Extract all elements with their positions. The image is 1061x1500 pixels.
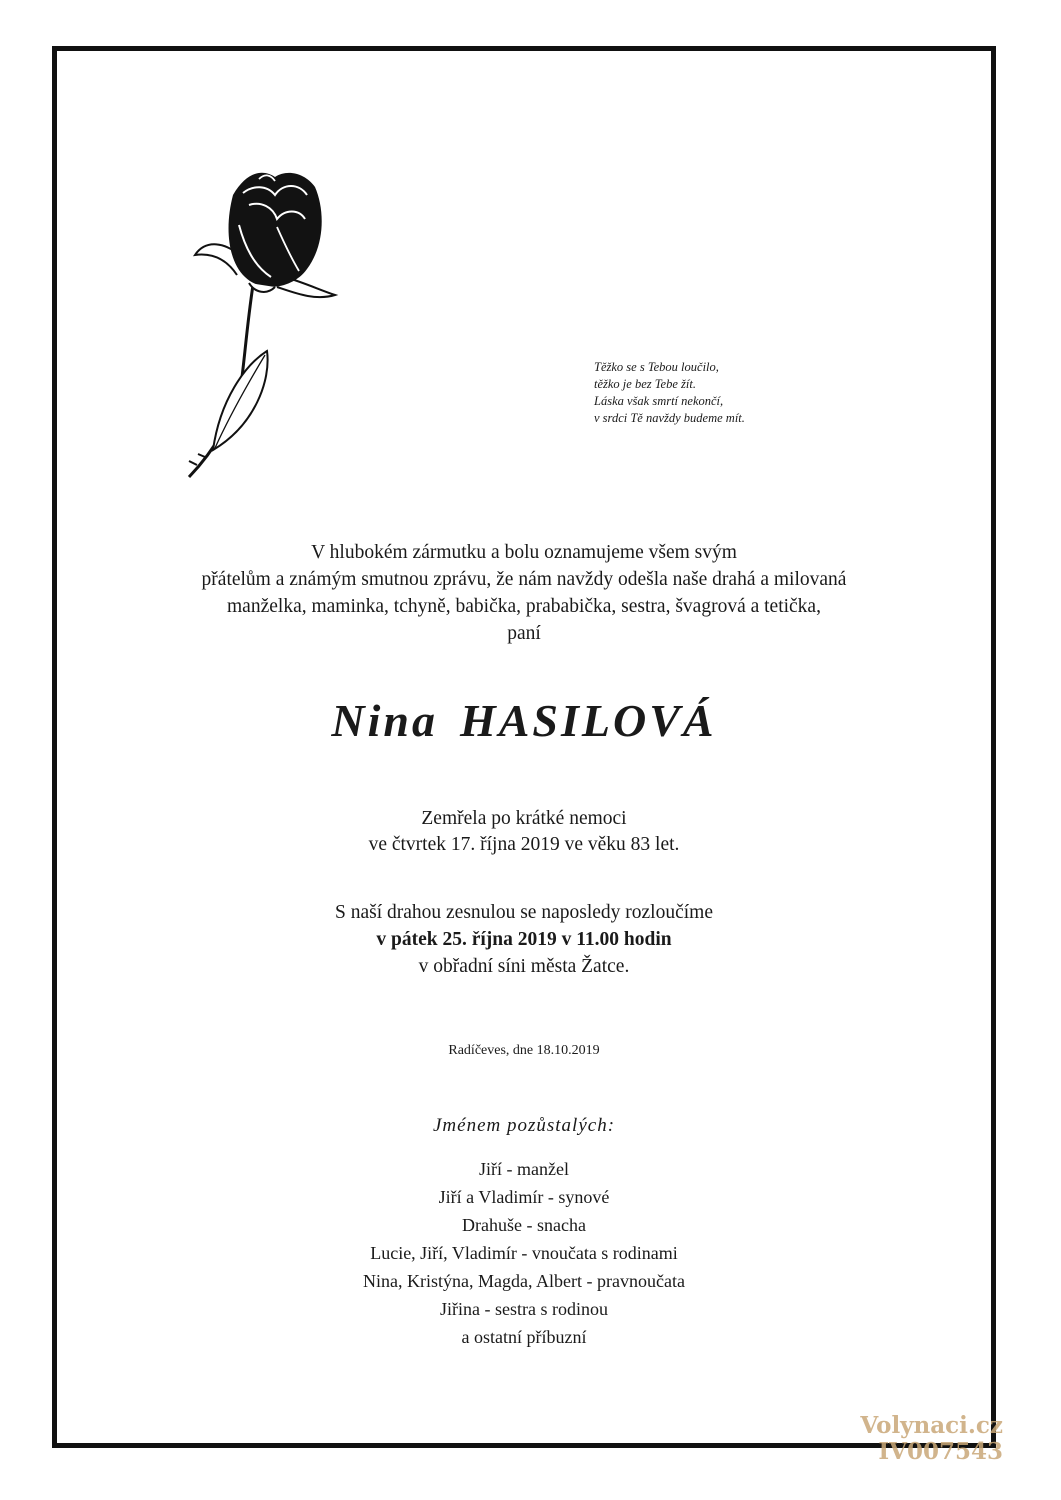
announcement-line: V hlubokém zármutku a bolu oznamujeme všem svým bbox=[311, 542, 737, 563]
first-name: Nina bbox=[331, 695, 438, 746]
poem-line: těžko je bez Tebe žít. bbox=[594, 377, 696, 391]
death-info bbox=[52, 806, 996, 858]
watermark-site: Volynaci.cz bbox=[860, 1412, 1003, 1439]
family-member: a ostatní příbuzní bbox=[461, 1327, 587, 1347]
last-name: HASILOVÁ bbox=[459, 695, 717, 746]
family-member: Drahuše - snacha bbox=[462, 1215, 586, 1235]
announcement-line: manželka, maminka, tchyně, babička, prababička, sestra, švagrová a tetička, bbox=[227, 596, 821, 617]
family-member: Jiřina - sestra s rodinou bbox=[440, 1299, 608, 1319]
signed-by-heading: Jménem pozůstalých: bbox=[432, 1115, 616, 1136]
watermark bbox=[860, 1413, 1003, 1465]
poem-line: Láska však smrtí nekončí, bbox=[594, 394, 724, 408]
family-member: Nina, Kristýna, Magda, Albert - pravnoučata bbox=[363, 1271, 685, 1291]
death-line: Zemřela po krátké nemoci bbox=[421, 808, 627, 829]
announcement-line: přátelům a známým smutnou zprávu, že nám navždy odešla naše drahá a milovaná bbox=[201, 569, 847, 590]
funeral-intro: S naší drahou zesnulou se naposledy rozloučíme bbox=[335, 902, 713, 923]
family-member: Jiří - manžel bbox=[479, 1159, 569, 1179]
funeral-date-time: v pátek 25. října 2019 v 11.00 hodin bbox=[376, 929, 672, 950]
family-list bbox=[52, 1155, 996, 1351]
family-member: Lucie, Jiří, Vladimír - vnoučata s rodinami bbox=[370, 1243, 678, 1263]
deceased-name bbox=[52, 694, 996, 747]
poem-line: Těžko se s Tebou loučilo, bbox=[594, 360, 719, 374]
watermark-id: IV007543 bbox=[878, 1438, 1003, 1465]
announcement-line: paní bbox=[507, 623, 541, 644]
announcement-text bbox=[52, 539, 996, 647]
death-line: ve čtvrtek 17. října 2019 ve věku 83 let. bbox=[368, 834, 680, 855]
place-date: Radíčeves, dne 18.10.2019 bbox=[448, 1043, 600, 1058]
memorial-poem bbox=[594, 359, 745, 427]
funeral-location: v obřadní síni města Žatce. bbox=[418, 956, 630, 977]
rose-icon bbox=[175, 165, 355, 485]
funeral-info bbox=[52, 899, 996, 980]
family-member: Jiří a Vladimír - synové bbox=[438, 1187, 610, 1207]
poem-line: v srdci Tě navždy budeme mít. bbox=[594, 411, 745, 425]
